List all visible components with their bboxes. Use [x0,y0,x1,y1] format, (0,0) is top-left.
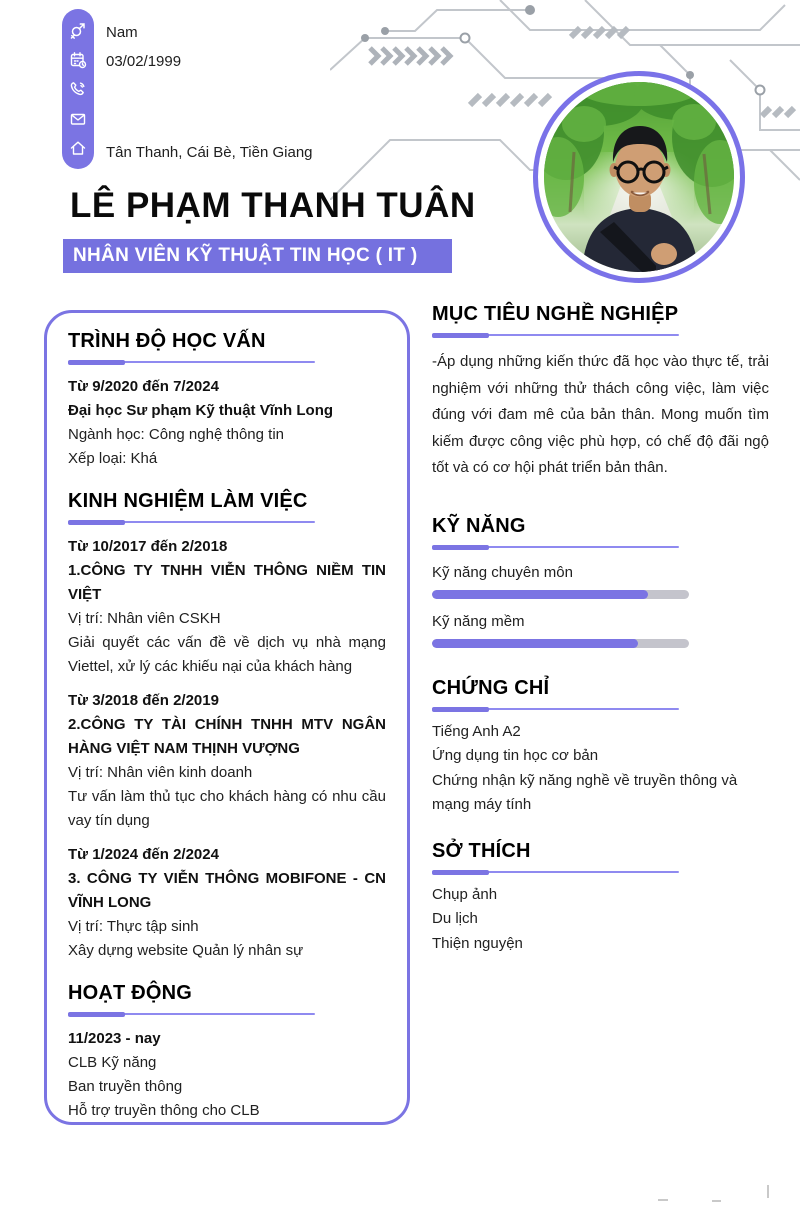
job-description: Tư vấn làm thủ tục cho khách hàng có nhu cầu vay tín dụng [68,788,386,829]
skill-bar-fill [432,639,638,648]
education-period: Từ 9/2020 đến 7/2024 [68,378,219,395]
hobby-line: Thiện nguyện [432,934,523,952]
watermark-mark [767,1185,769,1198]
objective-text: -Áp dụng những kiến thức đã học vào thực tế, trải nghiệm với những thử thách công việc, làm việc đúng với đam mê của bản thân. Mong muốn tìm kiếm được công việc phù hợp, có chế độ đãi ngộ tốt và có cơ hội phát triển bản thân. [432,353,769,476]
skill-label: Kỹ năng mềm [432,612,525,630]
skill-bar [432,590,689,599]
certificates-section [432,677,769,818]
chevron-row [370,48,450,64]
job-position: Vị trí: Thực tập sinh [68,918,199,935]
contact-dob-value: 03/02/1999 [106,53,182,70]
hobbies-section [432,840,769,957]
certificate-line: Chứng nhận kỹ năng nghề về truyền thông và mạng máy tính [432,771,738,813]
section-rule [432,870,679,875]
phone-icon [69,80,87,98]
skill-bar [432,639,689,648]
education-heading: TRÌNH ĐỘ HỌC VẤN [68,330,266,352]
contact-gender-value: Nam [106,24,138,41]
left-column [44,310,410,1125]
mail-icon [69,110,87,128]
activities-heading: HOẠT ĐỘNG [68,982,193,1004]
watermark-mark [658,1199,668,1201]
certificate-line: Ứng dụng tin học cơ bản [432,747,599,764]
objective-section [432,303,769,482]
activities-line: CLB Kỹ năng [68,1054,157,1071]
job-company: 2.CÔNG TY TÀI CHÍNH TNHH MTV NGÂN HÀNG VIỆT NAM THỊNH VƯỢNG [68,716,386,757]
job-description: Xây dựng website Quản lý nhân sự [68,942,304,959]
profile-photo [533,71,745,283]
job-position: Vị trí: Nhân viên kinh doanh [68,764,253,781]
contact-sidebar [62,9,94,169]
job-period: Từ 1/2024 đến 2/2024 [68,846,219,863]
education-school: Đại học Sư phạm Kỹ thuật Vĩnh Long [68,402,334,419]
right-column [432,303,769,956]
job-company: 1.CÔNG TY TNHH VIỄN THÔNG NIỀM TIN VIỆT [68,562,386,603]
section-rule [68,520,315,525]
watermark-mark [712,1200,721,1202]
person-name: LÊ PHẠM THANH TUÂN [70,186,476,225]
experience-heading: KINH NGHIỆM LÀM VIỆC [68,490,308,512]
job-title-badge: NHÂN VIÊN KỸ THUẬT TIN HỌC ( IT ) [63,239,452,273]
experience-section [68,490,386,963]
job-company: 3. CÔNG TY VIỄN THÔNG MOBIFONE - CN VĨNH LONG [68,870,386,911]
skill-bar-fill [432,590,648,599]
activities-line: Hỗ trợ truyền thông cho CLB [68,1102,260,1119]
section-rule [432,707,679,712]
job-description: Giải quyết các vấn đề về dịch vụ nhà mạng Viettel, xử lý các khiếu nại của khách hàng [68,634,386,675]
activities-period: 11/2023 - nay [68,1030,161,1047]
skill-label: Kỹ năng chuyên môn [432,563,573,581]
job-entry [68,689,386,833]
hobby-line: Chụp ảnh [432,885,498,903]
education-section [68,330,386,471]
activities-line: Ban truyền thông [68,1078,183,1095]
profile-photo-image [544,82,734,272]
calendar-icon [69,51,87,69]
section-rule [68,360,315,365]
gender-icon [69,21,87,39]
skills-heading: KỸ NĂNG [432,514,526,537]
activities-section [68,982,386,1123]
home-icon [69,139,87,157]
certificates-heading: CHỨNG CHỈ [432,676,550,699]
contact-address-value: Tân Thanh, Cái Bè, Tiền Giang [106,144,313,161]
certificate-line: Tiếng Anh A2 [432,722,521,740]
hobbies-heading: SỞ THÍCH [432,839,531,862]
hobby-line: Du lịch [432,910,478,927]
section-rule [432,545,679,550]
job-entry [68,843,386,963]
job-position: Vị trí: Nhân viên CSKH [68,610,221,627]
education-grade: Xếp loại: Khá [68,450,158,467]
section-rule [432,333,679,338]
job-period: Từ 10/2017 đến 2/2018 [68,538,228,555]
job-entry [68,535,386,679]
education-major: Ngành học: Công nghệ thông tin [68,426,284,443]
section-rule [68,1012,315,1017]
skills-section [432,515,769,648]
job-period: Từ 3/2018 đến 2/2019 [68,692,219,709]
objective-heading: MỤC TIÊU NGHỀ NGHIỆP [432,303,679,325]
